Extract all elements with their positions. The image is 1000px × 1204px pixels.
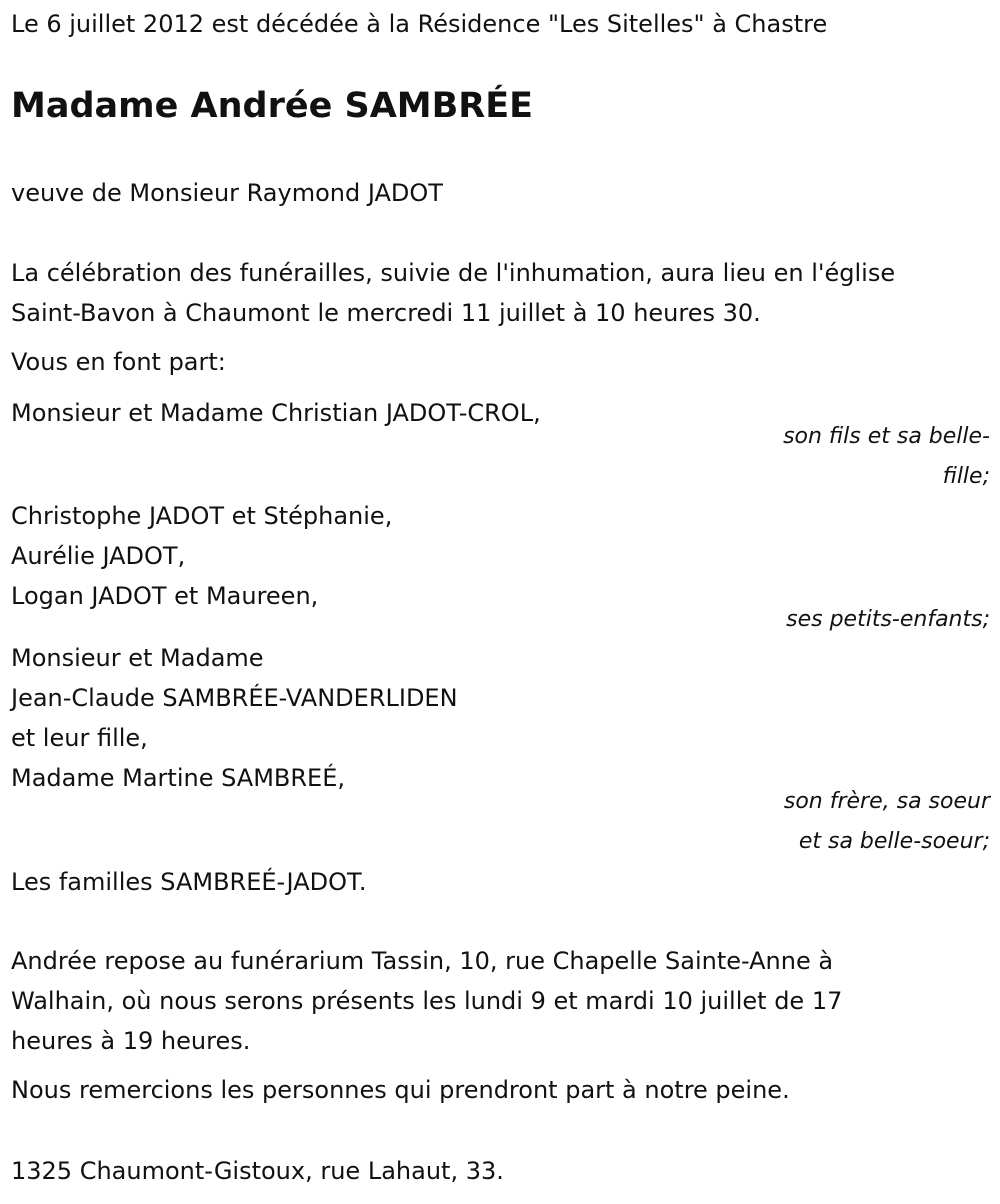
visitation-line: Walhain, où nous serons présents les lundi 9 et mardi 10 juillet de 17 xyxy=(11,987,843,1015)
notice-text: Vous en font part: xyxy=(11,348,226,376)
family-group-grandchildren xyxy=(11,496,990,640)
relation-text: fille; xyxy=(942,464,990,489)
intro-text: Le 6 juillet 2012 est décédée à la Résidence "Les Sitelles" à Chastre xyxy=(11,10,828,38)
family-name: Jean-Claude SAMBRÉE-VANDERLIDEN xyxy=(11,684,458,712)
visitation-line: heures à 19 heures. xyxy=(11,1027,251,1055)
visitation-paragraph xyxy=(11,941,990,1061)
families-text: Les familles SAMBREÉ-JADOT. xyxy=(11,868,367,896)
family-name: Monsieur et Madame xyxy=(11,644,264,672)
ceremony-paragraph xyxy=(11,253,990,333)
family-group-siblings xyxy=(11,638,990,862)
family-name: Madame Martine SAMBREÉ, xyxy=(11,764,345,792)
relation-text: son fils et sa belle- xyxy=(783,424,990,449)
thanks-text: Nous remercions les personnes qui prendront part à notre peine. xyxy=(11,1076,790,1104)
ceremony-line: Saint-Bavon à Chaumont le mercredi 11 juillet à 10 heures 30. xyxy=(11,299,761,327)
visitation-line: Andrée repose au funérarium Tassin, 10, rue Chapelle Sainte-Anne à xyxy=(11,947,834,975)
address-text: 1325 Chaumont-Gistoux, rue Lahaut, 33. xyxy=(11,1157,504,1185)
family-name: Christophe JADOT et Stéphanie, xyxy=(11,502,393,530)
relation-text: son frère, sa soeur xyxy=(783,789,990,814)
family-name: et leur fille, xyxy=(11,724,148,752)
deceased-name: Madame Andrée SAMBRÉE xyxy=(11,86,534,126)
relation-text: et sa belle-soeur; xyxy=(798,829,990,854)
family-group-son xyxy=(11,393,990,497)
ceremony-line: La célébration des funérailles, suivie de l'inhumation, aura lieu en l'église xyxy=(11,259,896,287)
family-name: Logan JADOT et Maureen, xyxy=(11,582,319,610)
widow-of-text: veuve de Monsieur Raymond JADOT xyxy=(11,179,443,207)
family-name: Aurélie JADOT, xyxy=(11,542,186,570)
relation-text: ses petits-enfants; xyxy=(786,607,990,632)
family-name: Monsieur et Madame Christian JADOT-CROL, xyxy=(11,399,541,427)
